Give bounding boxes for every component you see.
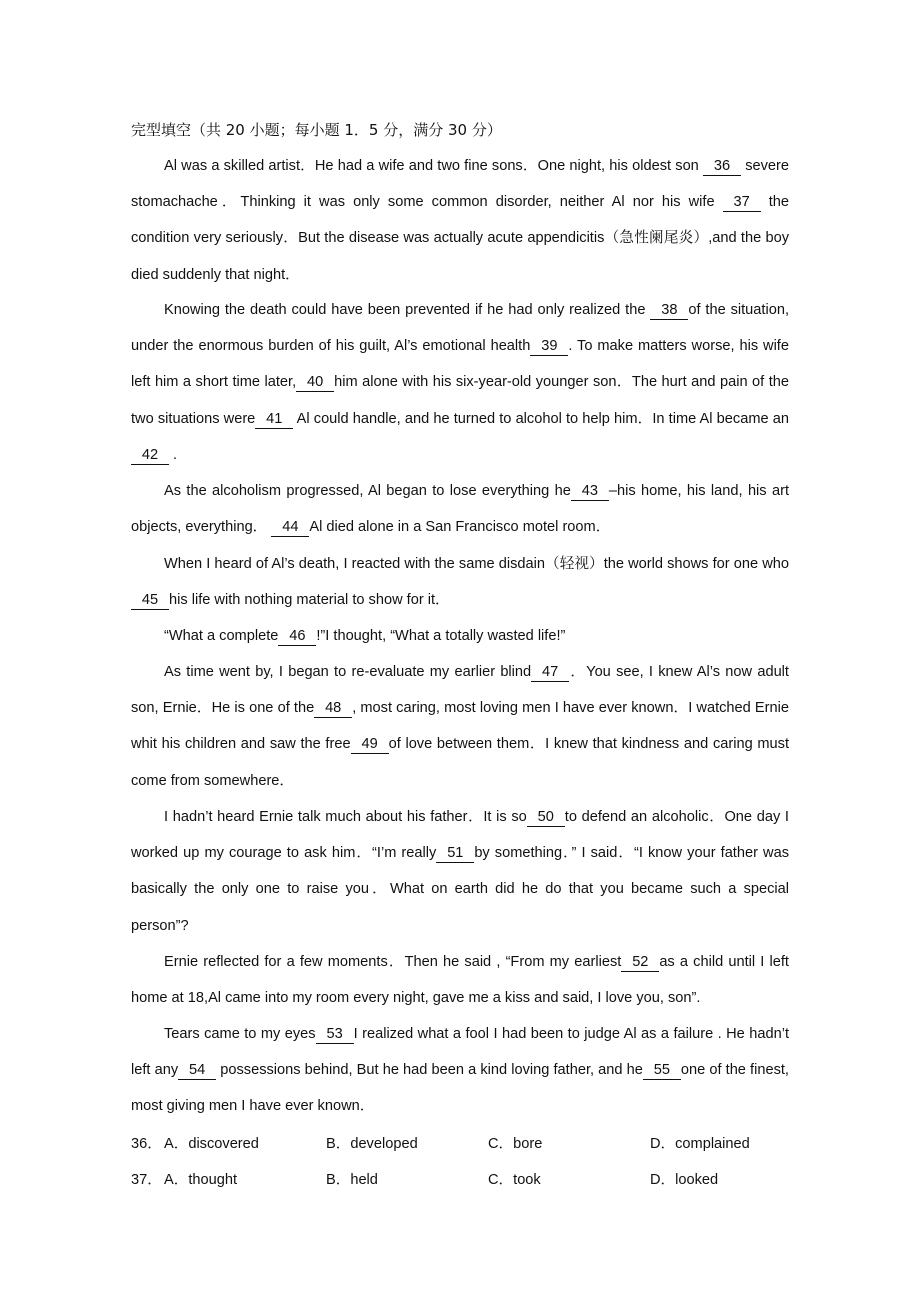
paragraph-text: severe stomachache．Thinking it was only some common disorder, neither Al nor his wife <box>131 158 789 211</box>
blank-49: 49 <box>351 736 389 754</box>
question-number: 36． <box>131 1136 162 1152</box>
paragraph-text: !”I thought, “What a totally wasted life!” <box>316 628 566 644</box>
paragraph-text: , most caring, most loving men I have ever known．I watched Ernie whit his children and saw the free <box>131 700 789 753</box>
paragraph-text: ．You see, I knew Al’s now adult son, Ernie．He is one of the <box>131 664 789 717</box>
blank-54: 54 <box>178 1062 216 1080</box>
blank-39: 39 <box>530 338 568 356</box>
paragraph-text: I realized what a fool I had been to judge Al as a failure . He hadn’t left any <box>131 1026 789 1079</box>
blank-44: 44 <box>271 519 309 537</box>
paragraph-text: as a child until I left home at 18,Al came into my room every night, gave me a kiss and said, I love you, son”. <box>131 954 789 1007</box>
paragraph-text: Ernie reflected for a few moments．Then he said , “From my earliest <box>164 954 622 970</box>
question-row <box>131 1162 831 1198</box>
blank-55: 55 <box>643 1062 681 1080</box>
option-d: D．looked <box>650 1172 719 1188</box>
option-c: C．bore <box>488 1136 543 1152</box>
paragraph-text: Al was a skilled artist．He had a wife and two fine sons．One night, his oldest son <box>164 158 703 174</box>
blank-37: 37 <box>723 194 761 212</box>
paragraph <box>131 473 789 545</box>
blank-48: 48 <box>314 700 352 718</box>
option-a: A．discovered <box>164 1136 259 1152</box>
paragraph-text: . <box>169 446 178 463</box>
paragraph-text: Tears came to my eyes <box>164 1026 316 1042</box>
option-b: B．held <box>326 1172 378 1188</box>
blank-46: 46 <box>278 628 316 646</box>
paragraph-text: the condition very seriously．But the disease was actually acute appendicitis（急性阑尾炎）,and the boy died suddenly that night． <box>131 194 790 283</box>
option-c: C．took <box>488 1172 541 1188</box>
option-d: D．complained <box>650 1136 750 1152</box>
paragraph <box>131 618 789 654</box>
paragraph-text: Knowing the death could have been prevented if he had only realized the <box>164 302 651 318</box>
option-b: B．developed <box>326 1136 418 1152</box>
paragraph <box>131 292 789 473</box>
blank-38: 38 <box>650 302 688 320</box>
paragraph-text: of the situation, under the enormous burden of his guilt, Al’s emotional health <box>131 302 789 355</box>
paragraph <box>131 148 789 293</box>
paragraph <box>131 546 789 618</box>
option-a: A．thought <box>164 1172 238 1188</box>
paragraph-text: of love between them．I knew that kindness and caring must come from somewhere． <box>131 736 790 789</box>
paragraph-text: Al died alone in a San Francisco motel room． <box>309 519 611 536</box>
paragraph-text: Al could handle, and he turned to alcohol to help him．In time Al became an <box>293 410 789 427</box>
paragraph-text: “What a complete <box>164 628 279 644</box>
paragraph-text: his life with nothing material to show for it． <box>169 592 450 609</box>
blank-40: 40 <box>296 374 334 392</box>
paragraph-text: possessions behind, But he had been a kind loving father, and he <box>216 1062 643 1079</box>
paragraph-text: to defend an alcoholic．One day I worked up my courage to ask him．“I’m really <box>131 809 789 862</box>
blank-41: 41 <box>255 411 293 429</box>
blank-42: 42 <box>131 447 169 465</box>
paragraph-text: As time went by, I began to re-evaluate my earlier blind <box>164 664 532 680</box>
paragraph <box>131 654 789 799</box>
blank-53: 53 <box>316 1026 354 1044</box>
paragraph-text: I hadn’t heard Ernie talk much about his father．It is so <box>164 809 527 825</box>
blank-52: 52 <box>621 954 659 972</box>
paragraph <box>131 799 789 944</box>
paragraph-text: When I heard of Al’s death, I reacted with the same disdain（轻视）the world shows for one who <box>164 556 789 572</box>
paragraph-text: –his home, his land, his art objects, everything． <box>131 483 789 536</box>
section-heading: 完型填空（共 20 小题；每小题 1．5 分，满分 30 分） <box>131 121 502 139</box>
blank-51: 51 <box>436 845 474 863</box>
answer-options <box>131 1126 831 1198</box>
paragraph-text: one of the finest, most giving men I have ever known． <box>131 1062 789 1115</box>
paragraph-text: him alone with his six-year-old younger son．The hurt and pain of the two situations were <box>131 374 789 427</box>
blank-50: 50 <box>527 809 565 827</box>
question-number: 37． <box>131 1172 162 1188</box>
paragraph-text: As the alcoholism progressed, Al began to lose everything he <box>164 483 571 499</box>
blank-36: 36 <box>703 158 741 176</box>
blank-47: 47 <box>531 664 569 682</box>
paragraph-text: . To make matters worse, his wife left him a short time later, <box>131 338 789 391</box>
blank-43: 43 <box>571 483 609 501</box>
paragraph-text: by something．” I said．“I know your father was basically the only one to raise you．What on earth did he do that you became such a special person”? <box>131 845 789 934</box>
paragraph <box>131 944 789 1016</box>
paragraph <box>131 1016 789 1125</box>
blank-45: 45 <box>131 592 169 610</box>
question-row <box>131 1126 831 1162</box>
